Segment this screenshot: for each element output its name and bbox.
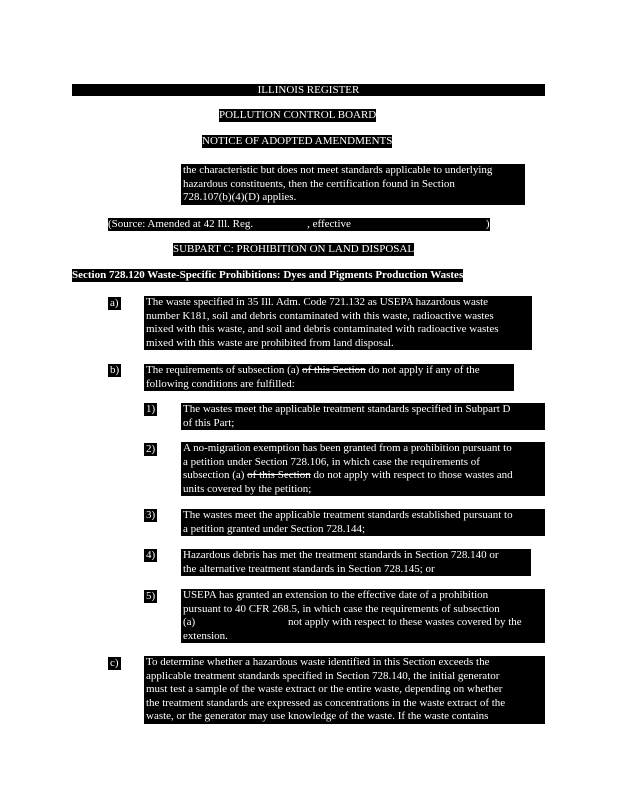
item-b5-text: [181, 589, 545, 643]
source-note: [108, 218, 490, 231]
item-b4-line: the alternative treatment standards in Section 728.145; or: [183, 562, 435, 575]
item-c-line: must test a sample of the waste extract or the entire waste, depending on whether: [146, 683, 503, 696]
item-b3-line: The wastes meet the applicable treatment standards established pursuant to: [183, 509, 513, 521]
item-b1-line: The wastes meet the applicable treatment standards specified in Subpart D: [183, 403, 511, 415]
board-title: POLLUTION CONTROL BOARD: [219, 109, 377, 121]
item-b3-marker: 3): [146, 509, 156, 521]
intro-line: the characteristic but does not meet standards applicable to underlying: [183, 164, 493, 176]
item-b-marker: b): [110, 364, 120, 376]
register-title-text: ILLINOIS REGISTER: [257, 84, 360, 96]
item-a-text: [144, 296, 532, 350]
item-b5-line: USEPA has granted an extension to the effective date of a prohibition: [183, 589, 489, 601]
intro-paragraph: [181, 164, 525, 205]
subpart-heading: SUBPART C: PROHIBITION ON LAND DISPOSAL: [173, 243, 415, 255]
item-a-line: number K181, soil and debris contaminated with this waste, radioactive wastes: [146, 309, 494, 322]
source-close: ): [485, 218, 490, 230]
section-heading: Section 728.120 Waste-Specific Prohibitions: Dyes and Pigments Production Wastes: [72, 269, 464, 281]
item-c-line: applicable treatment standards specified in Section 728.140, the initial generator: [146, 669, 500, 682]
item-b2-line: units covered by the petition;: [183, 482, 312, 495]
item-b-line: [146, 364, 512, 378]
item-c-line: To determine whether a hazardous waste identified in this Section exceeds the: [146, 656, 490, 668]
item-b1-marker: 1): [146, 403, 156, 415]
item-c-line: the treatment standards are expressed as concentrations in the waste extract of the: [146, 696, 506, 709]
item-a-line: The waste specified in 35 Ill. Adm. Code 721.132 as USEPA hazardous waste: [146, 296, 489, 308]
item-b-text-end: do not apply if any of the: [368, 364, 480, 376]
source-text: (Source: Amended at 42 Ill. Reg.: [108, 218, 254, 230]
item-b2-struck-text: of this Section: [247, 469, 311, 482]
item-b2-text: [181, 442, 545, 496]
item-b2-text-end: do not apply with respect to those wastes and: [313, 469, 513, 482]
register-title: [72, 84, 545, 96]
item-b-struck-text: of this Section: [302, 364, 366, 376]
item-b4-text: [181, 549, 531, 576]
item-b3-text: [181, 509, 545, 536]
item-b4-marker: 4): [146, 549, 156, 561]
item-b3-line: a petition granted under Section 728.144;: [183, 522, 366, 535]
item-c-text: [144, 656, 545, 724]
item-b5-line: extension.: [183, 629, 228, 642]
item-a-marker: a): [110, 297, 119, 309]
item-b5-text-start: (a): [183, 616, 198, 629]
item-a-line: mixed with this waste, and soil and debris contaminated with radioactive wastes: [146, 323, 499, 336]
item-a-line: mixed with this waste are prohibited from land disposal.: [146, 336, 394, 349]
item-c-line: waste, or the generator may use knowledge of the waste. If the waste contains: [146, 710, 489, 723]
item-b2-line: a petition under Section 728.106, in which case the requirements of: [183, 455, 480, 468]
item-b5-marker: 5): [146, 590, 156, 602]
source-effective: , effective: [307, 218, 351, 230]
item-c-marker: c): [110, 657, 119, 669]
intro-line: 728.107(b)(4)(D) applies.: [183, 191, 297, 204]
item-b1-line: of this Part;: [183, 416, 235, 429]
item-b2-line: A no-migration exemption has been granted from a prohibition pursuant to: [183, 442, 512, 454]
item-b-text: [144, 364, 514, 391]
item-b4-line: Hazardous debris has met the treatment standards in Section 728.140 or: [183, 549, 499, 561]
item-b2-text-start: subsection (a): [183, 469, 245, 482]
intro-line: hazardous constituents, then the certification found in Section: [183, 177, 455, 190]
item-b5-line: [183, 616, 543, 630]
item-b5-line: pursuant to 40 CFR 268.5, in which case the requirements of subsection: [183, 602, 500, 615]
item-b1-text: [181, 403, 545, 430]
notice-title: NOTICE OF ADOPTED AMENDMENTS: [202, 135, 393, 147]
item-b-line: following conditions are fulfilled:: [146, 377, 295, 390]
item-b2-marker: 2): [146, 443, 156, 455]
item-b-text-start: The requirements of subsection (a): [146, 364, 300, 376]
item-b2-line: [183, 469, 543, 483]
item-b5-text-end: not apply with respect to these wastes covered by the: [287, 616, 522, 629]
